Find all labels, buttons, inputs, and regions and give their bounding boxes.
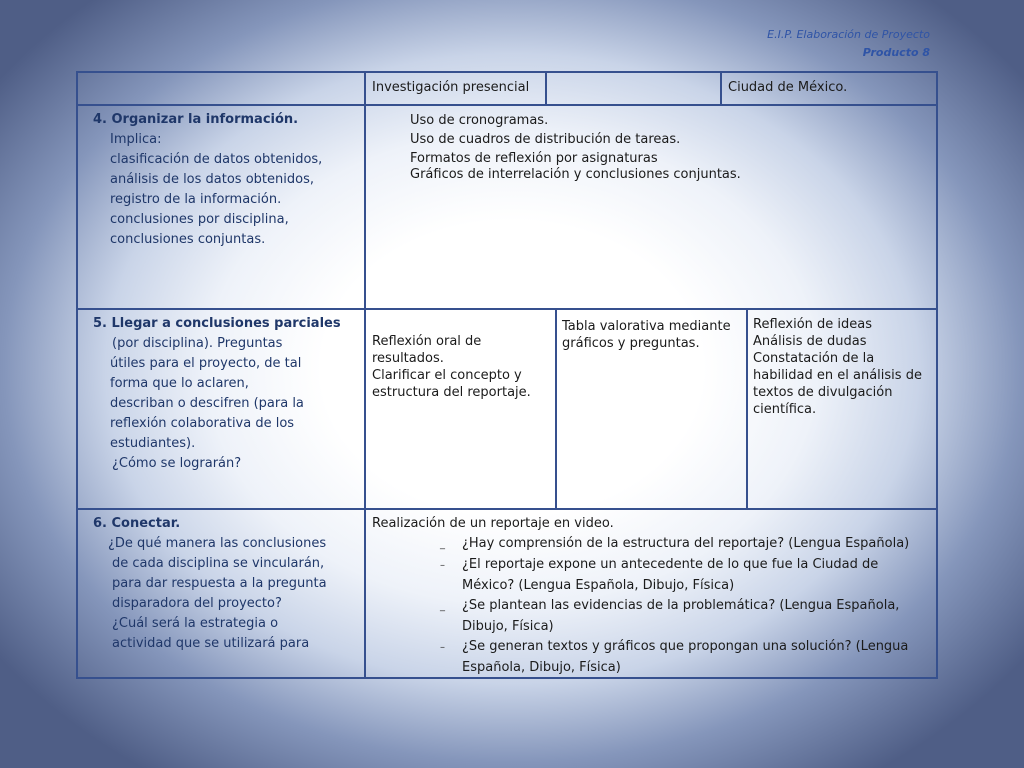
text-line: resultados. (372, 351, 444, 366)
list-item: Uso de cuadros de distribución de tareas. (410, 132, 681, 147)
text-line: actividad que se utilizará para (112, 636, 310, 651)
text-line: Realización de un reportaje en video. (372, 516, 614, 531)
dash-icon: – (440, 642, 445, 653)
row1-investigation-cell: Investigación presencial (372, 80, 530, 95)
row3-col2-cell (372, 333, 531, 401)
row1-location-cell: Ciudad de México. (728, 80, 848, 95)
row2-left-cell (93, 110, 322, 250)
row3-col4-cell (753, 316, 922, 418)
list-item: _ ¿Hay comprensión de la estructura del reportaje? (Lengua Española) (440, 534, 909, 555)
row3-col3-cell (562, 318, 731, 352)
row3-left-cell (93, 314, 341, 474)
text-line: conclusiones por disciplina, (110, 212, 289, 227)
row2-tools-list (368, 111, 741, 184)
list-item: – ¿El reportaje expone un antecedente de lo que fue la Ciudad de (440, 555, 909, 576)
row-divider (78, 308, 936, 310)
section-5-details (93, 334, 341, 474)
text-line: clasificación de datos obtenidos, (110, 152, 323, 167)
text-line: de cada disciplina se vincularán, (112, 556, 325, 571)
text-line: habilidad en el análisis de (753, 368, 922, 383)
header-product-label: Producto 8 (862, 46, 930, 59)
row4-left-cell (93, 514, 327, 654)
text-line: ¿Cómo se lograrán? (112, 456, 242, 471)
header-project-title: E.I.P. Elaboración de Proyecto (767, 28, 930, 41)
section-4-details (93, 130, 322, 250)
text-line: disparadora del proyecto? (112, 596, 282, 611)
text-line: estudiantes). (110, 436, 196, 451)
row-divider (78, 508, 936, 510)
text-line: México? (Lengua Española, Dibujo, Física) (462, 578, 735, 593)
list-item: _ ¿Se plantean las evidencias de la problemática? (Lengua Española, (440, 596, 909, 617)
column-divider (555, 308, 557, 508)
dash-icon: _ (440, 539, 445, 550)
text-line: Dibujo, Física) (462, 619, 554, 634)
text-line: (por disciplina). Preguntas (112, 336, 283, 351)
column-divider (545, 73, 547, 104)
text-line: Española, Dibujo, Física) (462, 660, 621, 675)
text-line: ¿Cuál será la estrategia o (112, 616, 279, 631)
evaluation-questions-list (372, 534, 909, 678)
text-line: registro de la información. (110, 192, 282, 207)
text-line: ¿De qué manera las conclusiones (108, 536, 327, 551)
list-item: Uso de cronogramas. (410, 113, 549, 128)
text-line: científica. (753, 402, 817, 417)
text-line: análisis de los datos obtenidos, (110, 172, 314, 187)
text-line: Implica: (110, 132, 162, 147)
text-line: para dar respuesta a la pregunta (112, 576, 327, 591)
text-line: textos de divulgación (753, 385, 893, 400)
text-line: reflexión colaborativa de los (110, 416, 295, 431)
column-divider (746, 308, 748, 508)
project-table (76, 71, 938, 679)
section-5-title: 5. Llegar a conclusiones parciales (93, 316, 341, 331)
text-line: describan o descifren (para la (110, 396, 304, 411)
section-4-title: 4. Organizar la información. (93, 112, 299, 127)
text-line: Análisis de dudas (753, 334, 867, 349)
dash-icon: – (440, 560, 445, 571)
list-item: Formatos de reflexión por asignaturas (410, 151, 658, 166)
row-divider (78, 104, 936, 106)
dash-icon: _ (440, 601, 445, 612)
text-line: gráficos y preguntas. (562, 336, 700, 351)
text-line: Reflexión oral de (372, 334, 482, 349)
column-divider (720, 73, 722, 104)
section-6-title: 6. Conectar. (93, 516, 181, 531)
text-line: Clarificar el concepto y (372, 368, 522, 383)
text-line: Tabla valorativa mediante (562, 319, 731, 334)
list-item: – ¿Se generan textos y gráficos que propongan una solución? (Lengua (440, 637, 909, 658)
text-line: conclusiones conjuntas. (110, 232, 266, 247)
row4-right-cell (372, 514, 909, 678)
list-item: Gráficos de interrelación y conclusiones conjuntas. (410, 167, 741, 182)
text-line: Reflexión de ideas (753, 317, 873, 332)
text-line: forma que lo aclaren, (110, 376, 249, 391)
text-line: Constatación de la (753, 351, 875, 366)
column-divider (364, 73, 366, 677)
section-6-details (93, 534, 327, 654)
text-line: estructura del reportaje. (372, 385, 531, 400)
text-line: útiles para el proyecto, de tal (110, 356, 302, 371)
